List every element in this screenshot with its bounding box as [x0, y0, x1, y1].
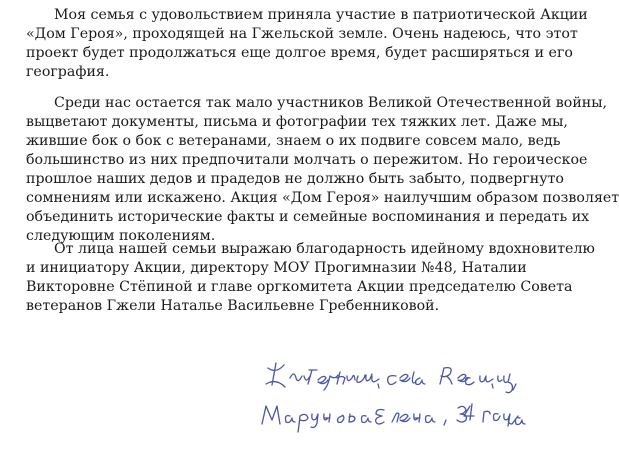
paragraph-line: выцветают документы, письма и фотографии тех тяжких лет. Даже мы,: [26, 114, 568, 130]
paragraph-line: следующим поколениям.: [26, 228, 216, 244]
paragraph-line: ветеранов Гжели Наталье Васильевне Гребенниковой.: [26, 298, 440, 314]
paragraph-line: сомнениям или искажено. Акция «Дом Героя» наилучшим образом позволяет: [26, 190, 619, 206]
paragraph-line: и инициатору Акции, директору МОУ Прогимназии №48, Наталии: [26, 260, 527, 276]
paragraph-line: объединить исторические факты и семейные воспоминания и передать их: [26, 209, 590, 225]
paragraph-line: Викторовне Стёпиной и главе оргкомитета Акции председателю Совета: [26, 279, 573, 295]
paragraph-line: большинство из них предпочитали молчать о пережитом. Но героическое: [26, 152, 588, 168]
paragraph-line: Среди нас остается так мало участников Великой Отечественной войны,: [54, 95, 608, 111]
paragraph-line: «Дом Героя», проходящей на Гжельской земле. Очень надеюсь, что этот: [26, 26, 578, 42]
paragraph-line: жившие бок о бок с ветеранами, знаем о их подвиге совсем мало, ведь: [26, 133, 561, 149]
paragraph-line: география.: [26, 64, 110, 80]
paragraph-line: проект будет продолжаться еще долгое время, будет расширяться и его: [26, 45, 573, 61]
paragraph-line: От лица нашей семьи выражаю благодарность идейному вдохновителю: [54, 241, 595, 257]
paragraph-line: прошлое наших дедов и прадедов не должно быть забыто, подвергнуто: [26, 171, 564, 187]
paragraph-line: Моя семья с удовольствием приняла участие в патриотической Акции: [54, 7, 588, 23]
